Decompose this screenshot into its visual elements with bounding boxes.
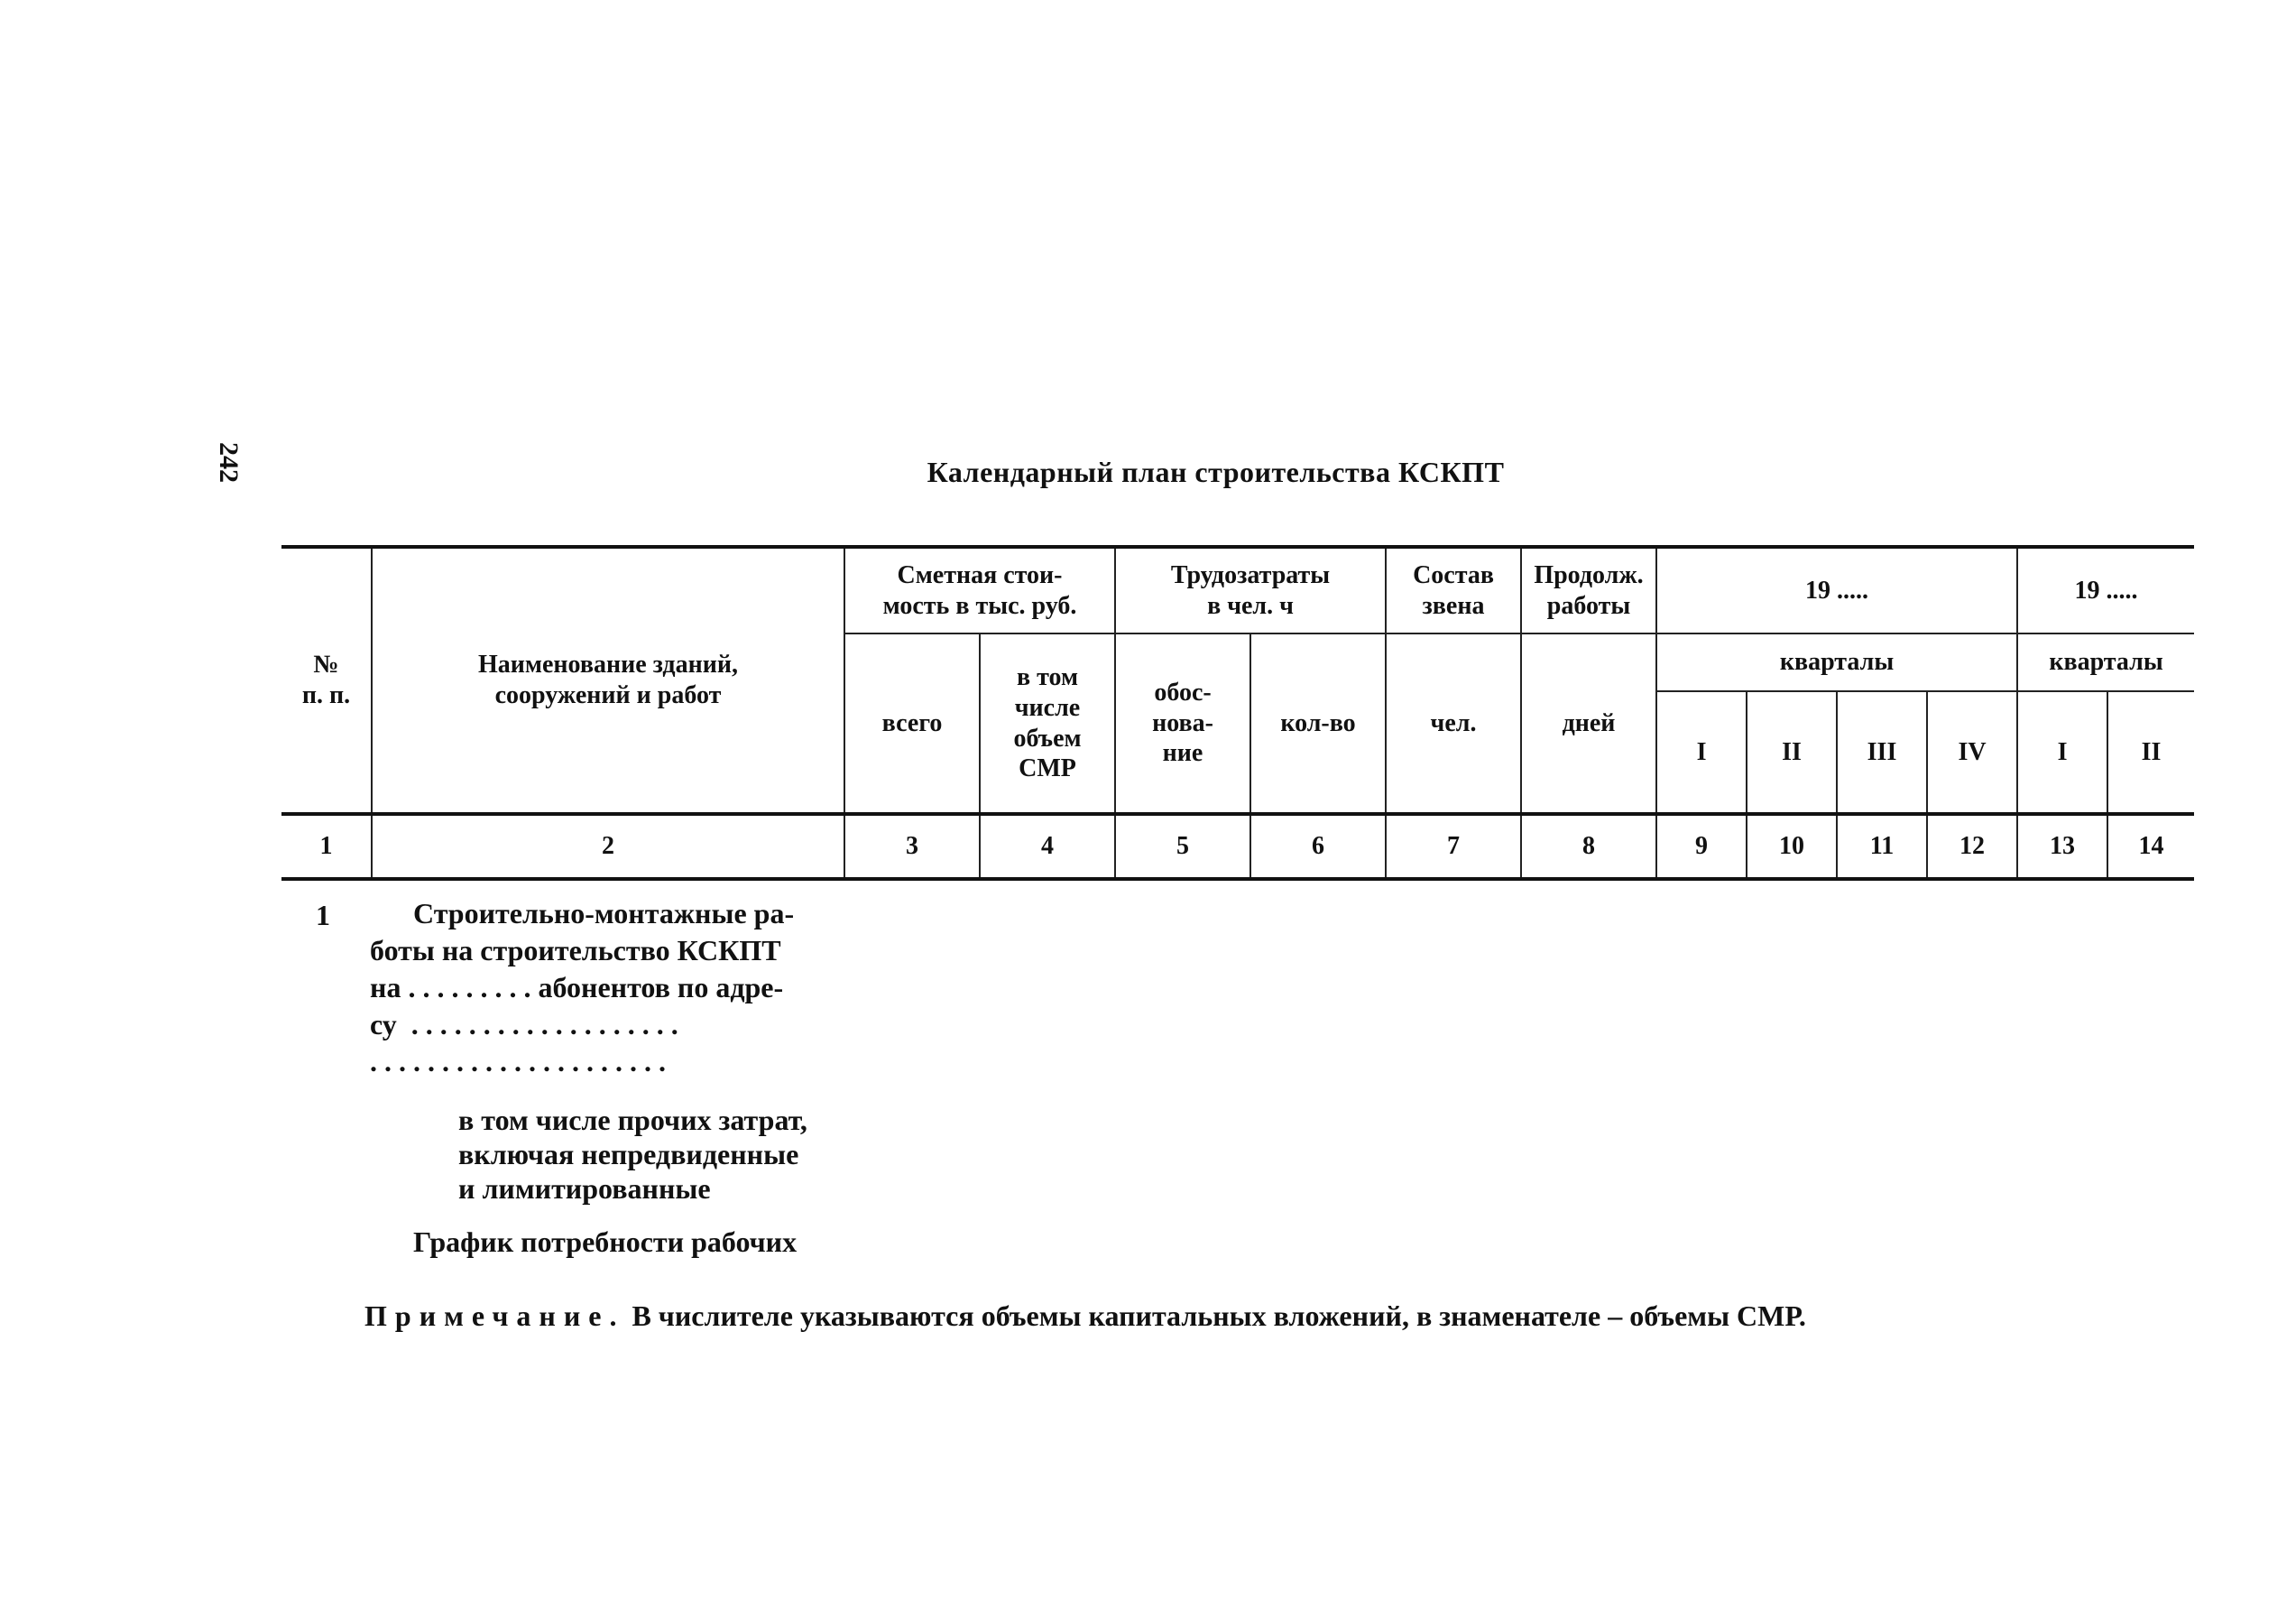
item-line: Строительно-монтажные ра- xyxy=(413,897,795,929)
header-q2-i: I xyxy=(2017,691,2107,814)
column-number: 1 xyxy=(281,814,372,879)
header-duration-group: Продолж. работы xyxy=(1521,547,1656,633)
column-number: 12 xyxy=(1927,814,2017,879)
calendar-plan-table xyxy=(281,545,2194,881)
header-q1-ii: II xyxy=(1747,691,1837,814)
header-quarters-2: кварталы xyxy=(2017,633,2194,691)
header-num: № п. п. xyxy=(281,547,372,814)
header-duration-unit: дней xyxy=(1521,633,1656,814)
header-cost-group: Сметная стои- мость в тыс. руб. xyxy=(844,547,1115,633)
sub-line: в том числе прочих затрат, xyxy=(458,1104,807,1136)
column-number: 11 xyxy=(1837,814,1927,879)
header-year-1: 19 ..... xyxy=(1656,547,2017,633)
sub-line: и лимитированные xyxy=(458,1172,711,1205)
sub-line: включая непредвиденные xyxy=(458,1138,799,1170)
header-name: Наименование зданий, сооружений и работ xyxy=(372,547,844,814)
header-row-1 xyxy=(281,547,2194,633)
header-q2-ii: II xyxy=(2107,691,2194,814)
column-numbers-row xyxy=(281,814,2194,879)
column-number: 14 xyxy=(2107,814,2194,879)
calendar-plan-table-wrap xyxy=(281,545,2194,881)
header-crew-group: Состав звена xyxy=(1386,547,1521,633)
column-number: 6 xyxy=(1250,814,1386,879)
workers-graph-label: График потребности рабочих xyxy=(413,1225,798,1258)
column-number: 10 xyxy=(1747,814,1837,879)
note xyxy=(364,1299,2169,1333)
item-line: на . . . . . . . . . абонентов по адре- xyxy=(370,971,784,1003)
header-cost-smr: в том числе объем СМР xyxy=(980,633,1115,814)
note-text: В числителе указываются объемы капитальных вложений, в знаменателе – объемы СМР. xyxy=(624,1299,1806,1332)
header-year-2: 19 ..... xyxy=(2017,547,2194,633)
column-number: 13 xyxy=(2017,814,2107,879)
item-line: . . . . . . . . . . . . . . . . . . . . . xyxy=(370,1045,666,1077)
item-number: 1 xyxy=(316,899,330,931)
column-number: 2 xyxy=(372,814,844,879)
column-number: 7 xyxy=(1386,814,1521,879)
column-number: 4 xyxy=(980,814,1115,879)
header-cost-total: всего xyxy=(844,633,980,814)
item-description xyxy=(370,895,875,1080)
header-labor-group: Трудозатраты в чел. ч xyxy=(1115,547,1386,633)
item-line: су . . . . . . . . . . . . . . . . . . . xyxy=(370,1008,678,1040)
page-number: 242 xyxy=(214,442,244,483)
header-q1-i: I xyxy=(1656,691,1747,814)
header-crew-unit: чел. xyxy=(1386,633,1521,814)
header-labor-qty: кол-во xyxy=(1250,633,1386,814)
column-number: 5 xyxy=(1115,814,1250,879)
item-sub-description xyxy=(458,1103,873,1206)
column-number: 3 xyxy=(844,814,980,879)
note-label: Примечание. xyxy=(364,1299,625,1332)
header-q1-iii: III xyxy=(1837,691,1927,814)
column-number: 8 xyxy=(1521,814,1656,879)
header-quarters-1: кварталы xyxy=(1656,633,2017,691)
header-q1-iv: IV xyxy=(1927,691,2017,814)
item-line: боты на строительство КСКПТ xyxy=(370,934,781,966)
header-labor-basis: обос- нова- ние xyxy=(1115,633,1250,814)
column-number: 9 xyxy=(1656,814,1747,879)
document-title: Календарный план строительства КСКПТ xyxy=(927,456,1505,488)
